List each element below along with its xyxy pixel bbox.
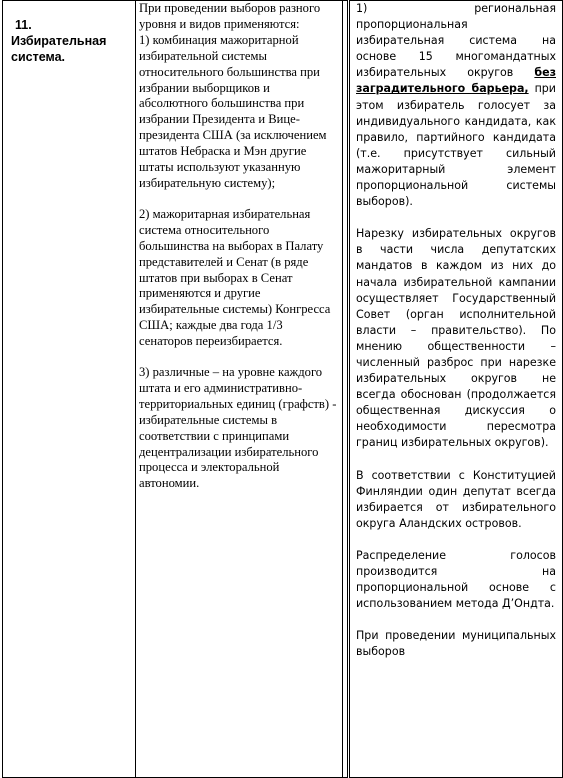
list-item: 2) мажоритарная избирательная система относительного большинства на выборах в Палату представителей и Сенат (в ряде штатов при выборах в Сенат применяются и другие избирательные системы) Конгресса США; каждые два года 1/3 сенаторов переизбирается.: [139, 206, 331, 349]
paragraph: При проведении муниципальных выборов: [356, 629, 556, 659]
list-item: 1) комбинация мажоритарной избирательной системы относительного большинства при избрании выборщиков и абсолютного большинства при избрании Президента и Вице-президента США (за исключением штатов Небраска и Мэн другие штаты используют указанную избирательную систему);: [139, 32, 327, 190]
comparison-table: [2, 0, 563, 778]
emphasis-text: без заградительного барьера,: [356, 66, 556, 96]
finland-description-cell: [349, 1, 563, 778]
paragraph-text: 1) региональная пропорциональная избирательная система на основе 15 многомандатных избирательных округов: [356, 2, 556, 80]
section-number: 11.: [15, 18, 32, 32]
section-title: Избирательная система.: [11, 34, 107, 64]
intro-text: При проведении выборов разного уровня и видов применяются:: [139, 1, 321, 31]
paragraph: [356, 1, 556, 210]
paragraph: В соответствии с Конституцией Финляндии один депутат всегда избирается от избирательного округа Аландских островов.: [356, 468, 556, 530]
usa-description-cell: [136, 1, 343, 778]
table-row: [3, 1, 563, 778]
paragraph: Нарезку избирательных округов в части числа депутатских мандатов в каждом из них до начала избирательной кампании осуществляет Государственный Совет (орган исполнительной власти – правительство). По мнению общественности – численный разброс при нарезке избирательных округов не всегда обоснован (продолжается общественная дискуссия о необходимости пересмотра границ избирательных округов).: [356, 227, 556, 450]
paragraph-text: при этом избиратель голосует за индивидуального кандидата, как правило, партийного кандидата (т.е. присутствует сильный мажоритарный элемент пропорциональной системы выборов).: [356, 82, 556, 209]
list-item: 3) различные – на уровне каждого штата и его административно-территориальных единиц (графств) - избирательные системы в соответствии с принципами децентрализации избирательного процесса и электоральной автономии.: [139, 365, 337, 491]
section-heading-cell: [3, 1, 136, 778]
paragraph: Распределение голосов производится на пропорциональной основе с использованием метода Д’Ондта.: [356, 548, 556, 611]
